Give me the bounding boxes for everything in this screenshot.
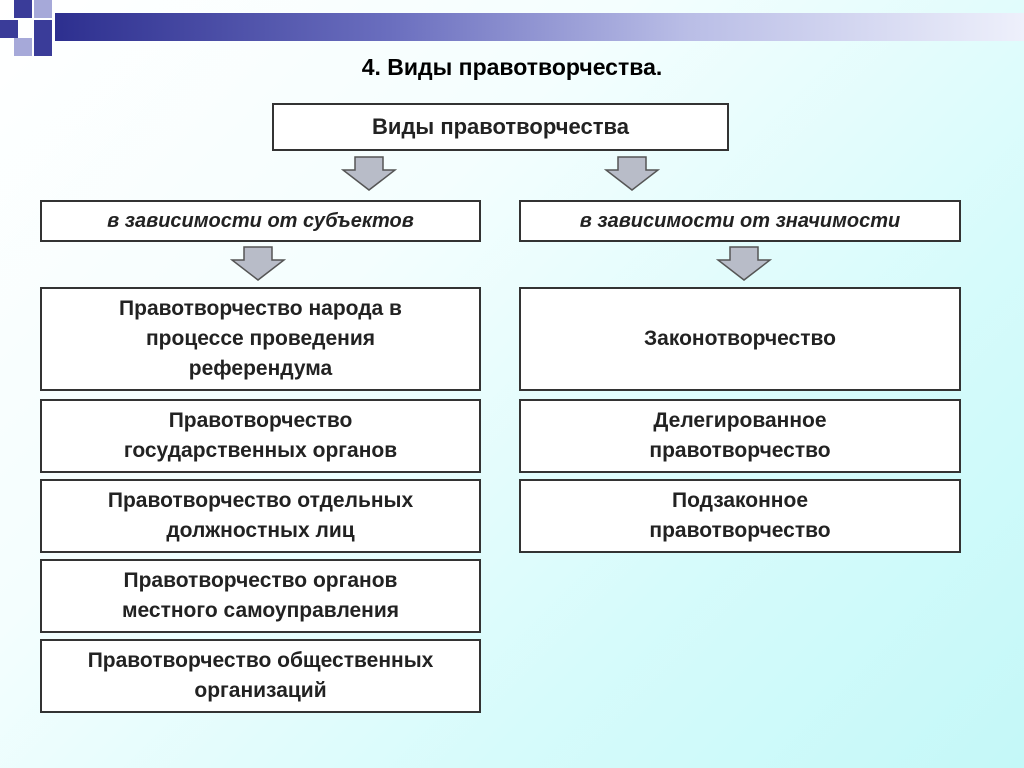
item-label: Правотворчество органов местного самоуправления <box>121 569 400 622</box>
decor-square <box>14 0 32 18</box>
left-item-state-bodies <box>40 399 481 473</box>
root-box: Виды правотворчества <box>272 103 729 151</box>
item-label: Делегированное правотворчество <box>649 409 831 462</box>
item-label: Правотворчество общественных организаций <box>87 649 434 702</box>
decor-square <box>34 0 52 18</box>
item-label: Подзаконное правотворчество <box>649 489 831 542</box>
header-gradient-bar <box>55 13 1024 41</box>
left-item-public-organizations <box>40 639 481 713</box>
branch-significance: в зависимости от значимости <box>519 200 961 242</box>
right-item-delegated <box>519 399 961 473</box>
branch-subjects: в зависимости от субъектов <box>40 200 481 242</box>
down-arrow-icon <box>230 246 286 282</box>
down-arrow-icon <box>604 156 660 192</box>
left-item-referendum <box>40 287 481 391</box>
down-arrow-icon <box>341 156 397 192</box>
right-item-lawmaking <box>519 287 961 391</box>
slide-title: 4. Виды правотворчества. <box>361 54 663 80</box>
right-item-subordinate <box>519 479 961 553</box>
left-item-officials <box>40 479 481 553</box>
decor-square <box>0 20 18 38</box>
left-item-local-government <box>40 559 481 633</box>
item-label: Правотворчество народа в процессе проведения референдума <box>119 297 402 380</box>
item-label: Правотворчество отдельных должностных лиц <box>107 489 414 542</box>
item-label: Законотворчество <box>644 327 836 350</box>
decor-square <box>34 20 52 38</box>
down-arrow-icon <box>716 246 772 282</box>
item-label: Правотворчество государственных органов <box>123 409 398 462</box>
